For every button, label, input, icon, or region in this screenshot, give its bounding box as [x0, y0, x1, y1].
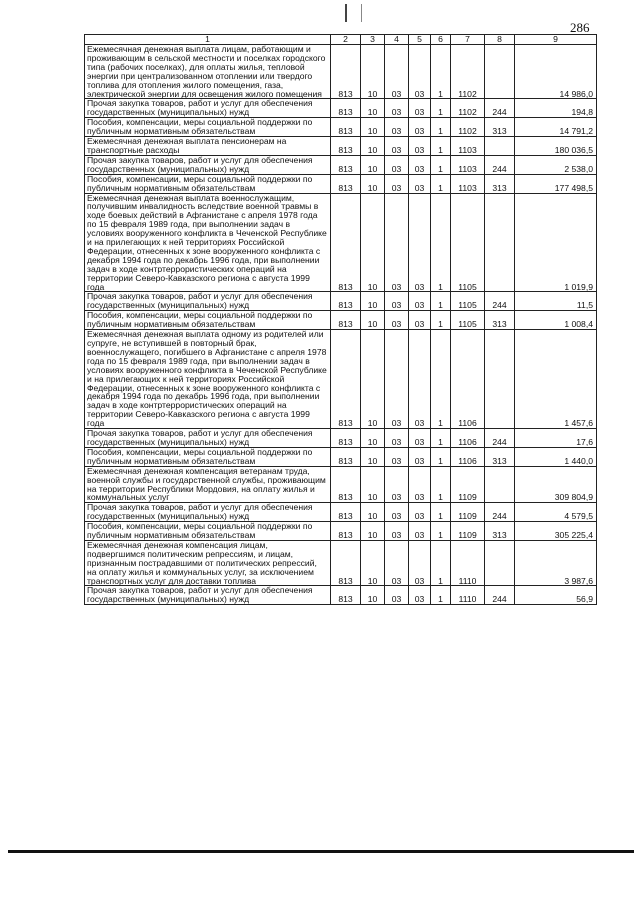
code-program: 03	[409, 330, 431, 429]
budget-table	[84, 34, 597, 605]
code-glava: 813	[331, 466, 361, 503]
code-razdel: 10	[361, 174, 385, 193]
code-podrazdel: 03	[385, 447, 409, 466]
code-program: 03	[409, 174, 431, 193]
code-razdel: 10	[361, 118, 385, 137]
code-expense-type: 313	[485, 522, 515, 541]
amount: 2 538,0	[515, 155, 597, 174]
header-col-6: 6	[431, 35, 451, 45]
code-glava: 813	[331, 586, 361, 605]
amount: 4 579,5	[515, 503, 597, 522]
amount: 11,5	[515, 292, 597, 311]
code-article: 1103	[451, 174, 485, 193]
code-podrazdel: 03	[385, 586, 409, 605]
code-subprogram: 1	[431, 118, 451, 137]
code-podrazdel: 03	[385, 155, 409, 174]
code-subprogram: 1	[431, 522, 451, 541]
code-expense-type: 313	[485, 118, 515, 137]
code-razdel: 10	[361, 429, 385, 448]
code-glava: 813	[331, 137, 361, 156]
code-podrazdel: 03	[385, 540, 409, 586]
code-subprogram: 1	[431, 45, 451, 99]
code-expense-type	[485, 466, 515, 503]
code-subprogram: 1	[431, 447, 451, 466]
header-col-4: 4	[385, 35, 409, 45]
row-description: Прочая закупка товаров, работ и услуг для обеспечения государственных (муниципальных) нужд	[85, 99, 331, 118]
row-description: Пособия, компенсации, меры социальной поддержки по публичным нормативным обязательствам	[85, 447, 331, 466]
amount: 14 986,0	[515, 45, 597, 99]
code-subprogram: 1	[431, 193, 451, 292]
code-article: 1106	[451, 447, 485, 466]
code-subprogram: 1	[431, 466, 451, 503]
row-description: Прочая закупка товаров, работ и услуг для обеспечения государственных (муниципальных) нужд	[85, 429, 331, 448]
header-col-7: 7	[451, 35, 485, 45]
code-razdel: 10	[361, 540, 385, 586]
amount: 1 019,9	[515, 193, 597, 292]
code-program: 03	[409, 466, 431, 503]
code-podrazdel: 03	[385, 118, 409, 137]
code-program: 03	[409, 540, 431, 586]
code-expense-type: 244	[485, 99, 515, 118]
header-col-3: 3	[361, 35, 385, 45]
code-glava: 813	[331, 522, 361, 541]
row-description: Ежемесячная денежная компенсация ветеранам труда, военной службы и государственной службы, проживающим на территории Республики Мордовия, на оплату жилья и коммунальных услуг	[85, 466, 331, 503]
amount: 180 036,5	[515, 137, 597, 156]
row-description: Ежемесячная денежная выплата лицам, работающим и проживающим в сельской местности и поселках городского типа (рабочих поселках), для оплаты жилья, тепловой энергии при централизованном отоплении или твердого топлива для отопления жилого помещения, газа, электрической энергии для освещения жилого помещения	[85, 45, 331, 99]
code-glava: 813	[331, 155, 361, 174]
page-number: 286	[570, 20, 590, 35]
code-razdel: 10	[361, 311, 385, 330]
code-subprogram: 1	[431, 311, 451, 330]
code-podrazdel: 03	[385, 137, 409, 156]
code-razdel: 10	[361, 522, 385, 541]
code-program: 03	[409, 45, 431, 99]
code-razdel: 10	[361, 292, 385, 311]
table-row	[85, 586, 597, 605]
table-row	[85, 503, 597, 522]
code-subprogram: 1	[431, 586, 451, 605]
amount: 305 225,4	[515, 522, 597, 541]
code-program: 03	[409, 118, 431, 137]
code-podrazdel: 03	[385, 174, 409, 193]
code-razdel: 10	[361, 586, 385, 605]
code-podrazdel: 03	[385, 292, 409, 311]
row-description: Ежемесячная денежная выплата одному из родителей или супруге, не вступившей в повторный брак, военнослужащего, погибшего в Афганистане с апреля 1978 года по 15 февраля 1989 года, при выполнении задач в условиях вооруженного конфликта в Чеченской Республике и на прилегающих к ней территориях Российской Федерации, отнесенных к зоне вооруженного конфликта с декабря 1994 года по декабрь 1996 года, при выполнении задач в ходе контртеррористических операций на территории Северо-Кавказского региона с августа 1999 года	[85, 330, 331, 429]
code-subprogram: 1	[431, 99, 451, 118]
amount: 194,8	[515, 99, 597, 118]
code-razdel: 10	[361, 137, 385, 156]
table-row	[85, 292, 597, 311]
code-article: 1109	[451, 503, 485, 522]
row-description: Пособия, компенсации, меры социальной поддержки по публичным нормативным обязательствам	[85, 522, 331, 541]
amount: 56,9	[515, 586, 597, 605]
header-col-8: 8	[485, 35, 515, 45]
table-row	[85, 429, 597, 448]
code-subprogram: 1	[431, 503, 451, 522]
code-podrazdel: 03	[385, 503, 409, 522]
code-expense-type: 244	[485, 429, 515, 448]
code-expense-type: 244	[485, 503, 515, 522]
code-glava: 813	[331, 99, 361, 118]
amount: 14 791,2	[515, 118, 597, 137]
table-row	[85, 540, 597, 586]
amount: 17,6	[515, 429, 597, 448]
row-description: Ежемесячная денежная выплата пенсионерам на транспортные расходы	[85, 137, 331, 156]
code-razdel: 10	[361, 466, 385, 503]
code-glava: 813	[331, 503, 361, 522]
code-subprogram: 1	[431, 174, 451, 193]
code-podrazdel: 03	[385, 193, 409, 292]
code-article: 1109	[451, 466, 485, 503]
code-article: 1103	[451, 155, 485, 174]
amount: 1 008,4	[515, 311, 597, 330]
amount: 309 804,9	[515, 466, 597, 503]
code-podrazdel: 03	[385, 330, 409, 429]
row-description: Прочая закупка товаров, работ и услуг для обеспечения государственных (муниципальных) нужд	[85, 586, 331, 605]
code-article: 1110	[451, 540, 485, 586]
amount: 1 457,6	[515, 330, 597, 429]
code-article: 1102	[451, 45, 485, 99]
code-subprogram: 1	[431, 292, 451, 311]
code-program: 03	[409, 155, 431, 174]
code-glava: 813	[331, 311, 361, 330]
code-program: 03	[409, 586, 431, 605]
code-podrazdel: 03	[385, 522, 409, 541]
code-program: 03	[409, 311, 431, 330]
code-article: 1109	[451, 522, 485, 541]
header-col-2: 2	[331, 35, 361, 45]
code-expense-type	[485, 45, 515, 99]
code-article: 1105	[451, 193, 485, 292]
code-article: 1103	[451, 137, 485, 156]
row-description: Прочая закупка товаров, работ и услуг для обеспечения государственных (муниципальных) нужд	[85, 292, 331, 311]
code-glava: 813	[331, 45, 361, 99]
code-article: 1105	[451, 292, 485, 311]
code-podrazdel: 03	[385, 311, 409, 330]
code-subprogram: 1	[431, 330, 451, 429]
table-row	[85, 174, 597, 193]
code-razdel: 10	[361, 193, 385, 292]
row-description: Пособия, компенсации, меры социальной поддержки по публичным нормативным обязательствам	[85, 174, 331, 193]
table-header-row	[85, 35, 597, 45]
row-description: Ежемесячная денежная компенсация лицам, подвергшимся политическим репрессиям, и лицам, признанным пострадавшими от политических репрессий, на оплату жилья и коммунальных услуг, за исключением транспортных услуг для доставки топлива	[85, 540, 331, 586]
code-razdel: 10	[361, 155, 385, 174]
row-description: Пособия, компенсации, меры социальной поддержки по публичным нормативным обязательствам	[85, 118, 331, 137]
table-row	[85, 311, 597, 330]
row-description: Пособия, компенсации, меры социальной поддержки по публичным нормативным обязательствам	[85, 311, 331, 330]
header-col-9: 9	[515, 35, 597, 45]
code-program: 03	[409, 429, 431, 448]
code-expense-type	[485, 137, 515, 156]
table-row	[85, 447, 597, 466]
code-razdel: 10	[361, 330, 385, 429]
code-expense-type	[485, 540, 515, 586]
table-row	[85, 118, 597, 137]
row-description: Ежемесячная денежная выплата военнослужащим, получившим инвалидность вследствие военной травмы в ходе боевых действий в Афганистане с апреля 1978 года по 15 февраля 1989 года, при выполнении задач в условиях вооруженного конфликта в Чеченской Республике и на прилегающих к ней территориях Российской Федерации, отнесенных к зоне вооруженного конфликта с декабря 1994 года по декабрь 1996 года, при выполнении задач в ходе контртеррористических операций на территории Северо-Кавказского региона с августа 1999 года	[85, 193, 331, 292]
code-program: 03	[409, 292, 431, 311]
row-description: Прочая закупка товаров, работ и услуг для обеспечения государственных (муниципальных) нужд	[85, 155, 331, 174]
code-article: 1106	[451, 429, 485, 448]
code-program: 03	[409, 137, 431, 156]
code-podrazdel: 03	[385, 45, 409, 99]
table-row	[85, 99, 597, 118]
scan-artifact	[345, 4, 362, 22]
code-glava: 813	[331, 174, 361, 193]
code-article: 1102	[451, 118, 485, 137]
code-glava: 813	[331, 540, 361, 586]
amount: 177 498,5	[515, 174, 597, 193]
code-subprogram: 1	[431, 429, 451, 448]
code-expense-type: 313	[485, 174, 515, 193]
code-program: 03	[409, 522, 431, 541]
row-description: Прочая закупка товаров, работ и услуг для обеспечения государственных (муниципальных) нужд	[85, 503, 331, 522]
code-program: 03	[409, 447, 431, 466]
code-expense-type: 313	[485, 447, 515, 466]
code-razdel: 10	[361, 99, 385, 118]
code-article: 1105	[451, 311, 485, 330]
code-expense-type: 313	[485, 311, 515, 330]
code-glava: 813	[331, 193, 361, 292]
code-program: 03	[409, 193, 431, 292]
table-row	[85, 45, 597, 99]
table-row	[85, 137, 597, 156]
amount: 3 987,6	[515, 540, 597, 586]
code-expense-type: 244	[485, 292, 515, 311]
code-subprogram: 1	[431, 155, 451, 174]
code-glava: 813	[331, 447, 361, 466]
amount: 1 440,0	[515, 447, 597, 466]
code-expense-type: 244	[485, 586, 515, 605]
code-glava: 813	[331, 118, 361, 137]
code-podrazdel: 03	[385, 429, 409, 448]
table-row	[85, 330, 597, 429]
code-program: 03	[409, 99, 431, 118]
code-glava: 813	[331, 330, 361, 429]
table-row	[85, 155, 597, 174]
code-razdel: 10	[361, 503, 385, 522]
code-podrazdel: 03	[385, 99, 409, 118]
code-razdel: 10	[361, 45, 385, 99]
table-row	[85, 466, 597, 503]
code-razdel: 10	[361, 447, 385, 466]
header-col-5: 5	[409, 35, 431, 45]
table-row	[85, 193, 597, 292]
code-expense-type: 244	[485, 155, 515, 174]
header-col-1: 1	[85, 35, 331, 45]
code-subprogram: 1	[431, 540, 451, 586]
code-expense-type	[485, 193, 515, 292]
code-program: 03	[409, 503, 431, 522]
code-subprogram: 1	[431, 137, 451, 156]
code-article: 1106	[451, 330, 485, 429]
table-row	[85, 522, 597, 541]
bottom-border	[8, 850, 634, 853]
code-glava: 813	[331, 292, 361, 311]
code-glava: 813	[331, 429, 361, 448]
code-article: 1110	[451, 586, 485, 605]
code-podrazdel: 03	[385, 466, 409, 503]
code-article: 1102	[451, 99, 485, 118]
code-expense-type	[485, 330, 515, 429]
